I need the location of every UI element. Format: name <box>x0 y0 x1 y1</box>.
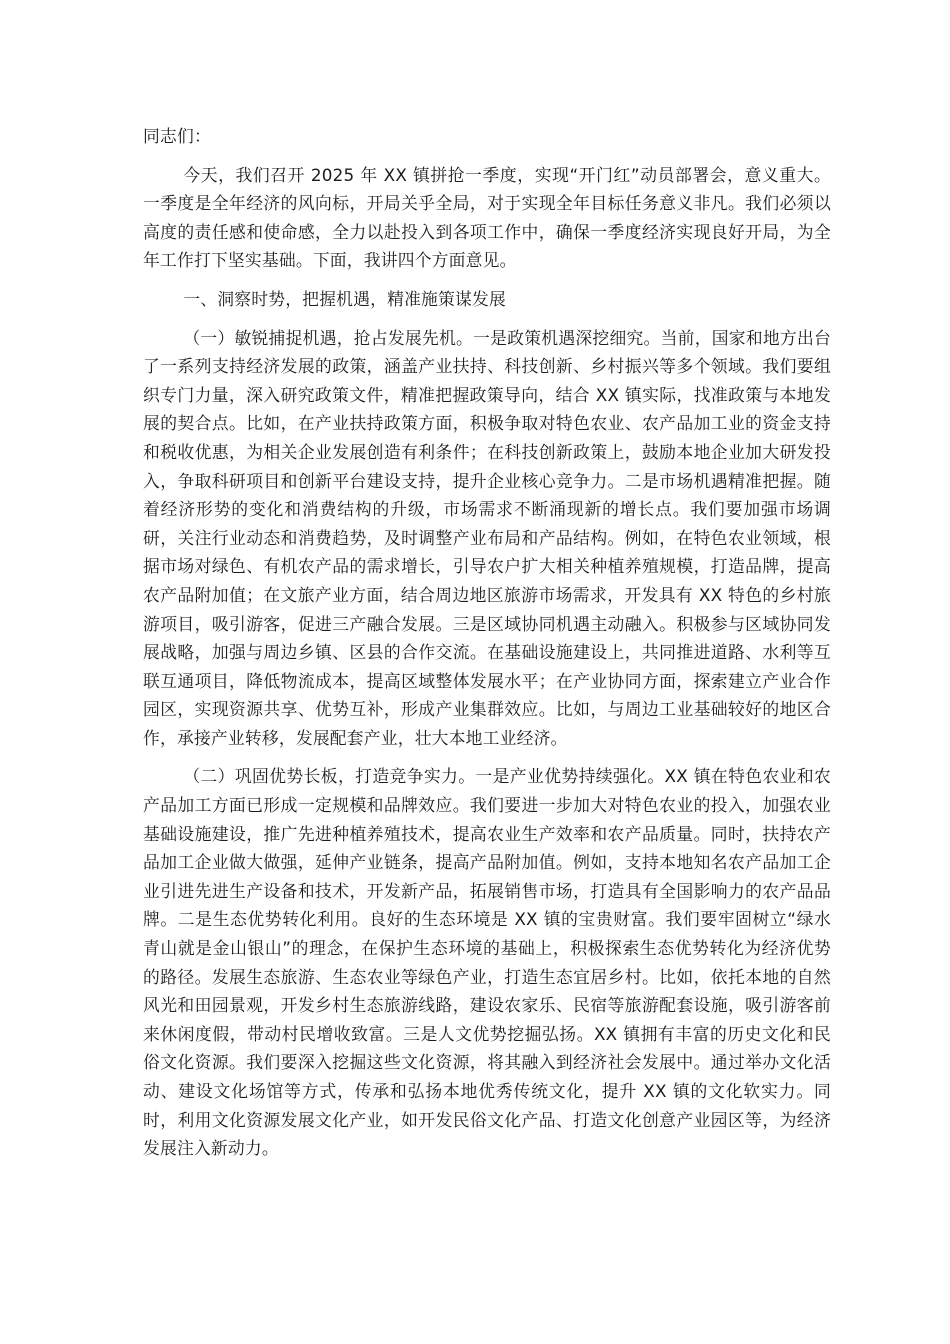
intro-paragraph: 今天，我们召开 2025 年 XX 镇拼抢一季度，实现“开门红”动员部署会，意义重大。一季度是全年经济的风向标，开局关乎全局，对于实现全年目标任务意义非凡。我们必须以高度的责任感和使命感，全力以赴投入到各项工作中，确保一季度经济实现良好开局，为全年工作打下坚实基础。下面，我讲四个方面意见。 <box>143 164 831 271</box>
salutation: 同志们： <box>143 126 211 146</box>
subsection-paragraph-2: （二）巩固优势长板，打造竞争实力。一是产业优势持续强化。XX 镇在特色农业和农产品加工方面已形成一定规模和品牌效应。我们要进一步加大对特色农业的投入，加强农业基础设施建设，推广先进种植养殖技术，提高农业生产效率和农产品质量。同时，扶持农产品加工企业做大做强，延伸产业链条，提高产品附加值。例如，支持本地知名农产品加工企业引进先进生产设备和技术，开发新产品，拓展销售市场，打造具有全国影响力的农产品品牌。二是生态优势转化利用。良好的生态环境是 XX 镇的宝贵财富。我们要牢固树立“绿水青山就是金山银山”的理念，在保护生态环境的基础上，积极探索生态优势转化为经济优势的路径。发展生态旅游、生态农业等绿色产业，打造生态宜居乡村。比如，依托本地的自然风光和田园景观，开发乡村生态旅游线路，建设农家乐、民宿等旅游配套设施，吸引游客前来休闲度假，带动村民增收致富。三是人文优势挖掘弘扬。XX 镇拥有丰富的历史文化和民俗文化资源。我们要深入挖掘这些文化资源，将其融入到经济社会发展中。通过举办文化活动、建设文化场馆等方式，传承和弘扬本地优秀传统文化，提升 XX 镇的文化软实力。同时，利用文化资源发展文化产业，如开发民俗文化产品、打造文化创意产业园区等，为经济发展注入新动力。 <box>143 766 831 1159</box>
document-body <box>143 122 831 1173</box>
section-heading-1: 一、洞察时势，把握机遇，精准施策谋发展 <box>183 288 506 309</box>
subsection-paragraph-1: （一）敏锐捕捉机遇，抢占发展先机。一是政策机遇深挖细究。当前，国家和地方出台了一系列支持经济发展的政策，涵盖产业扶持、科技创新、乡村振兴等多个领域。我们要组织专门力量，深入研究政策文件，精准把握政策导向，结合 XX 镇实际，找准政策与本地发展的契合点。比如，在产业扶持政策方面，积极争取对特色农业、农产品加工业的资金支持和税收优惠，为相关企业发展创造有利条件；在科技创新政策上，鼓励本地企业加大研发投入，争取科研项目和创新平台建设支持，提升企业核心竞争力。二是市场机遇精准把握。随着经济形势的变化和消费结构的升级，市场需求不断涌现新的增长点。我们要加强市场调研，关注行业动态和消费趋势，及时调整产业布局和产品结构。例如，在特色农业领域，根据市场对绿色、有机农产品的需求增长，引导农户扩大相关种植养殖规模，打造品牌，提高农产品附加值；在文旅产业方面，结合周边地区旅游市场需求，开发具有 XX 特色的乡村旅游项目，吸引游客，促进三产融合发展。三是区域协同机遇主动融入。积极参与区域协同发展战略，加强与周边乡镇、区县的合作交流。在基础设施建设上，共同推进道路、水利等互联互通项目，降低物流成本，提高区域整体发展水平；在产业协同方面，探索建立产业合作园区，实现资源共享、优势互补，形成产业集群效应。比如，与周边工业基础较好的地区合作，承接产业转移，发展配套产业，壮大本地工业经济。 <box>143 327 831 748</box>
